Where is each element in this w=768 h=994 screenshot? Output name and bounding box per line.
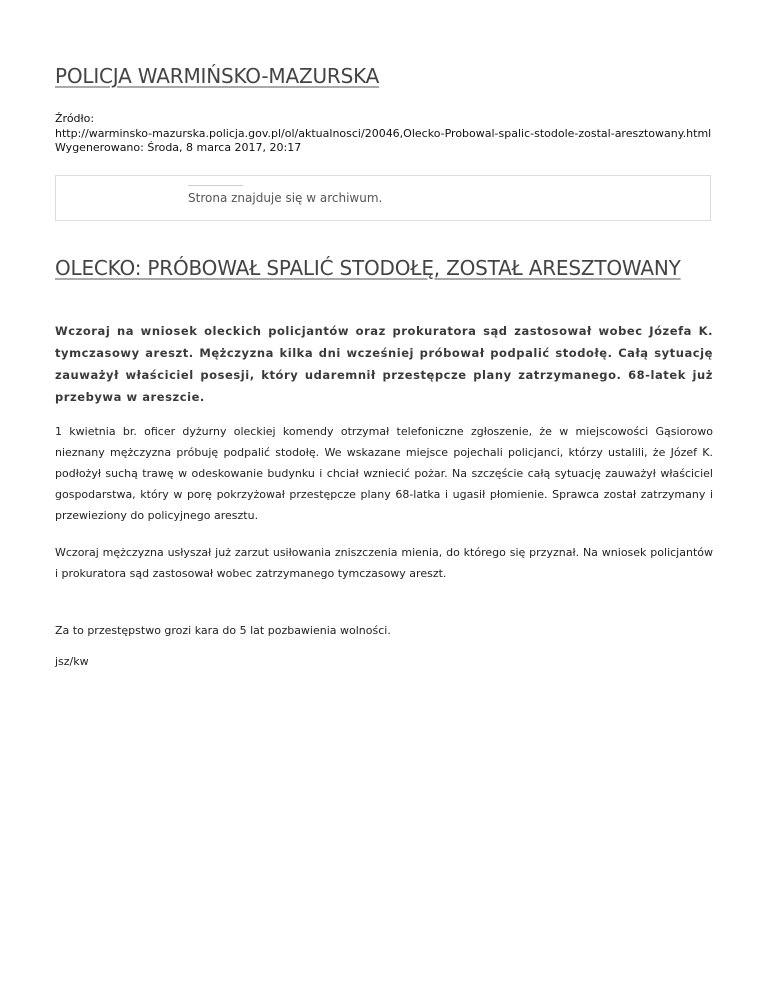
article-paragraph: 1 kwietnia br. oficer dyżurny oleckiej komendy otrzymał telefoniczne zgłoszenie, że w miejscowości Gąsiorowo nieznany mężczyzna próbuję podpalić stodołę. We wskazane miejsce pojechali policjanci, którzy ustalili, że Józef K. podłożył suchą trawę w odeskowanie budynku i chciał wzniecić pożar. Na szczęście całą sytuację zauważył właściciel gospodarstwa, który w porę pokrzyżował przestępcze plany 68-latka i ugasił płomienie. Sprawca został zatrzymany i przewieziony do policyjnego aresztu. (55, 425, 713, 522)
source-url: http://warminsko-mazurska.policja.gov.pl/ol/aktualnosci/20046,Olecko-Probowal-spalic-stodole-zostal-aresztowany.html (55, 126, 712, 140)
archive-notice-box (55, 175, 711, 221)
article-lead: Wczoraj na wniosek oleckich policjantów oraz prokuratora sąd zastosował wobec Józefa K. tymczasowy areszt. Mężczyzna kilka dni wcześniej próbował podpalić stodołę. Całą sytuację zauważył właściciel posesji, który udaremnił przestępcze plany zatrzymanego. 68-latek już przebywa w areszcie. (55, 324, 713, 404)
generated-timestamp: Wygenerowano: Środa, 8 marca 2017, 20:17 (55, 141, 302, 154)
article-paragraph: Za to przestępstwo grozi kara do 5 lat pozbawienia wolności. (55, 624, 391, 637)
article-paragraph: Wczoraj mężczyzna usłyszał już zarzut usiłowania zniszczenia mienia, do którego się przyznał. Na wniosek policjantów i prokuratora sąd zastosował wobec zatrzymanego tymczasowy areszt. (55, 546, 713, 580)
archive-divider (188, 185, 243, 186)
author-signature: jsz/kw (55, 655, 89, 668)
source-label: Źródło: (55, 112, 95, 125)
site-title[interactable]: POLICJA WARMIŃSKO-MAZURSKA (55, 64, 380, 88)
article-title[interactable]: OLECKO: PRÓBOWAŁ SPALIĆ STODOŁĘ, ZOSTAŁ ARESZTOWANY (55, 256, 681, 280)
source-meta (55, 112, 711, 156)
archive-notice: Strona znajduje się w archiwum. (188, 191, 383, 205)
